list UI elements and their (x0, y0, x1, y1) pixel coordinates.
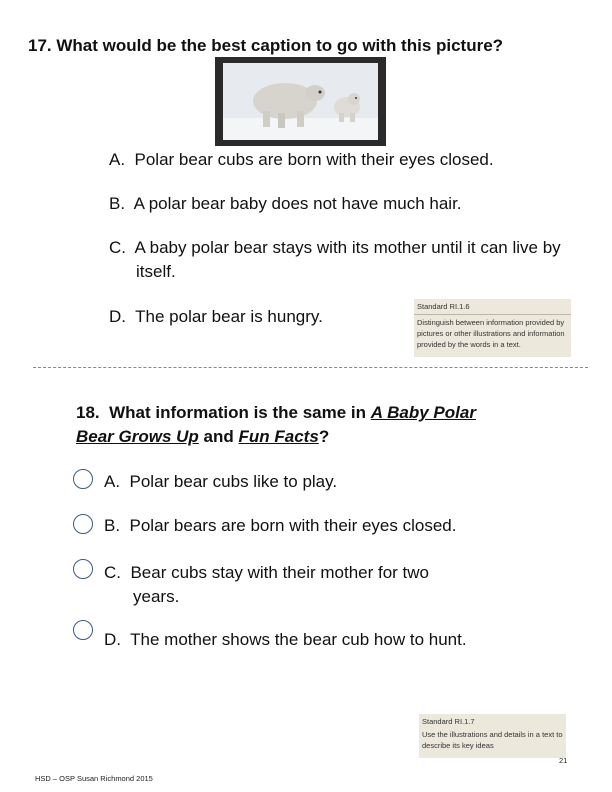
option-letter: B. (109, 194, 126, 213)
question-and: and (203, 427, 234, 446)
question-prefix: What information is the same in (109, 403, 367, 422)
section-divider (33, 367, 588, 368)
standard-box-ri-1-6 (414, 299, 571, 357)
question-mark: ? (318, 427, 330, 446)
page-number: 21 (559, 756, 568, 765)
q18-option-c[interactable] (104, 561, 468, 609)
option-text: Polar bear cubs like to play. (129, 472, 338, 491)
q17-option-b[interactable] (109, 192, 462, 216)
option-letter: D. (109, 307, 126, 326)
polar-bear-illustration (223, 63, 378, 140)
polar-bear-photo (215, 57, 386, 146)
standard-description: Use the illustrations and details in a text to describe its key ideas (422, 730, 563, 750)
option-text: Polar bear cubs are born with their eyes closed. (134, 150, 494, 169)
standard-title: Standard RI.1.7 (422, 717, 475, 726)
option-text: The mother shows the bear cub how to hunt. (130, 630, 467, 649)
q18-option-b[interactable] (104, 514, 456, 538)
option-letter: C. (109, 238, 126, 257)
q18-option-d[interactable] (104, 628, 468, 652)
standard-description: Distinguish between information provided by pictures or other illustrations and information provided by the words in a text. (417, 318, 565, 349)
book-title-1: A Baby Polar Bear Grows Up (76, 403, 476, 446)
q18-answer-bubble-b[interactable] (73, 514, 93, 534)
standard-box-ri-1-7 (419, 714, 566, 758)
q17-option-c[interactable] (109, 236, 596, 284)
q18-option-a[interactable] (104, 470, 337, 494)
q18-answer-bubble-c[interactable] (73, 559, 93, 579)
option-text: A polar bear baby does not have much hair. (133, 194, 462, 213)
option-text: A baby polar bear stays with its mother until it can live by itself. (134, 238, 561, 281)
q17-option-a[interactable] (109, 148, 494, 172)
book-title-2: Fun Facts (238, 427, 319, 446)
q18-answer-bubble-a[interactable] (73, 469, 93, 489)
option-letter: A. (104, 472, 121, 491)
option-letter: B. (104, 516, 121, 535)
question-17-title: 17. What would be the best caption to go with this picture? (28, 36, 504, 55)
option-text: The polar bear is hungry. (135, 307, 323, 326)
question-18-title (76, 401, 476, 449)
option-letter: A. (109, 150, 126, 169)
question-number: 18. (76, 403, 100, 422)
q17-option-d[interactable] (109, 305, 323, 329)
footer-credit: HSD – OSP Susan Richmond 2015 (35, 774, 153, 783)
standard-title: Standard RI.1.6 (414, 299, 571, 315)
q18-answer-bubble-d[interactable] (73, 620, 93, 640)
option-text: Bear cubs stay with their mother for two years. (130, 563, 430, 606)
option-text: Polar bears are born with their eyes closed. (129, 516, 457, 535)
option-letter: C. (104, 563, 121, 582)
option-letter: D. (104, 630, 121, 649)
